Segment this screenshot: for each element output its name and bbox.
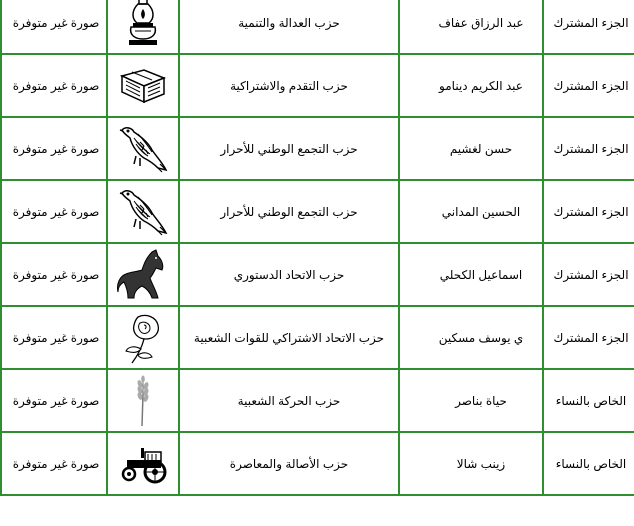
- party-cell: [179, 180, 399, 243]
- photo-unavailable-text: صورة غير متوفرة: [12, 15, 100, 30]
- photo-unavailable-text: صورة غير متوفرة: [12, 267, 100, 282]
- list-type: الجزء المشترك: [553, 330, 629, 345]
- party-symbol-cell: [107, 243, 179, 306]
- book-icon: [118, 66, 168, 106]
- photo-unavailable-text: صورة غير متوفرة: [12, 204, 100, 219]
- photo-cell: [1, 369, 107, 432]
- party-symbol-cell: [107, 0, 179, 54]
- candidate-name: زينب شالا: [456, 456, 506, 471]
- candidate-cell: [399, 54, 543, 117]
- list-cell: [543, 180, 634, 243]
- party-symbol-cell: [107, 180, 179, 243]
- photo-unavailable-text: صورة غير متوفرة: [12, 78, 100, 93]
- party-name: حزب الاتحاد الدستوري: [233, 267, 345, 282]
- candidate-cell: [399, 306, 543, 369]
- list-cell: [543, 243, 634, 306]
- candidate-name: عبد الكريم دينامو: [439, 78, 523, 93]
- list-type: الجزء المشترك: [553, 267, 629, 282]
- party-name: حزب التجمع الوطني للأحرار: [220, 141, 358, 156]
- list-type: الجزء المشترك: [553, 141, 629, 156]
- party-name: حزب الاتحاد الاشتراكي للقوات الشعبية: [193, 330, 385, 345]
- candidate-cell: [399, 180, 543, 243]
- party-name: حزب الحركة الشعبية: [237, 393, 341, 408]
- rose-icon: [120, 311, 166, 365]
- photo-cell: [1, 432, 107, 495]
- party-cell: [179, 369, 399, 432]
- candidate-cell: [399, 432, 543, 495]
- party-cell: [179, 54, 399, 117]
- photo-unavailable-text: صورة غير متوفرة: [12, 330, 100, 345]
- lamp-icon: [123, 0, 163, 49]
- list-type: الخاص بالنساء: [555, 456, 627, 471]
- party-cell: [179, 243, 399, 306]
- table-row: [1, 243, 634, 306]
- photo-cell: [1, 243, 107, 306]
- party-cell: [179, 117, 399, 180]
- table-row: [1, 306, 634, 369]
- party-cell: [179, 432, 399, 495]
- table-row: [1, 54, 634, 117]
- photo-cell: [1, 180, 107, 243]
- horse-icon: [116, 248, 170, 302]
- photo-cell: [1, 117, 107, 180]
- candidate-name: عبد الرزاق عفاف: [438, 15, 524, 30]
- candidate-name: اسماعيل الكحلي: [439, 267, 523, 282]
- dove-icon: [118, 185, 168, 239]
- candidate-cell: [399, 369, 543, 432]
- party-name: حزب الأصالة والمعاصرة: [229, 456, 349, 471]
- candidate-name: حسن لغشيم: [449, 141, 513, 156]
- list-cell: [543, 306, 634, 369]
- party-symbol-cell: [107, 117, 179, 180]
- list-cell: [543, 432, 634, 495]
- photo-cell: [1, 0, 107, 54]
- list-type: الخاص بالنساء: [555, 393, 627, 408]
- party-symbol-cell: [107, 432, 179, 495]
- table-row: [1, 0, 634, 54]
- table-row: [1, 117, 634, 180]
- party-name: حزب التجمع الوطني للأحرار: [220, 204, 358, 219]
- photo-unavailable-text: صورة غير متوفرة: [12, 141, 100, 156]
- candidate-name: حياة بناصر: [455, 393, 507, 408]
- list-type: الجزء المشترك: [553, 78, 629, 93]
- photo-unavailable-text: صورة غير متوفرة: [12, 456, 100, 471]
- list-type: الجزء المشترك: [553, 204, 629, 219]
- list-cell: [543, 369, 634, 432]
- candidate-cell: [399, 117, 543, 180]
- party-symbol-cell: [107, 54, 179, 117]
- photo-unavailable-text: صورة غير متوفرة: [12, 393, 100, 408]
- table-row: [1, 180, 634, 243]
- party-name: حزب التقدم والاشتراكية: [230, 78, 348, 93]
- party-symbol-cell: [107, 306, 179, 369]
- table-row: [1, 432, 634, 495]
- party-symbol-cell: [107, 369, 179, 432]
- party-name: حزب العدالة والتنمية: [238, 15, 340, 30]
- party-cell: [179, 0, 399, 54]
- candidate-name: ي يوسف مسكين: [438, 330, 524, 345]
- list-cell: [543, 117, 634, 180]
- tractor-icon: [115, 444, 171, 484]
- list-type: الجزء المشترك: [553, 15, 629, 30]
- wheat-icon: [128, 374, 158, 428]
- party-cell: [179, 306, 399, 369]
- dove-icon: [118, 122, 168, 176]
- candidate-name: الحسين المداني: [441, 204, 521, 219]
- table-row: [1, 369, 634, 432]
- list-cell: [543, 54, 634, 117]
- photo-cell: [1, 306, 107, 369]
- photo-cell: [1, 54, 107, 117]
- candidate-cell: [399, 243, 543, 306]
- candidate-cell: [399, 0, 543, 54]
- list-cell: [543, 0, 634, 54]
